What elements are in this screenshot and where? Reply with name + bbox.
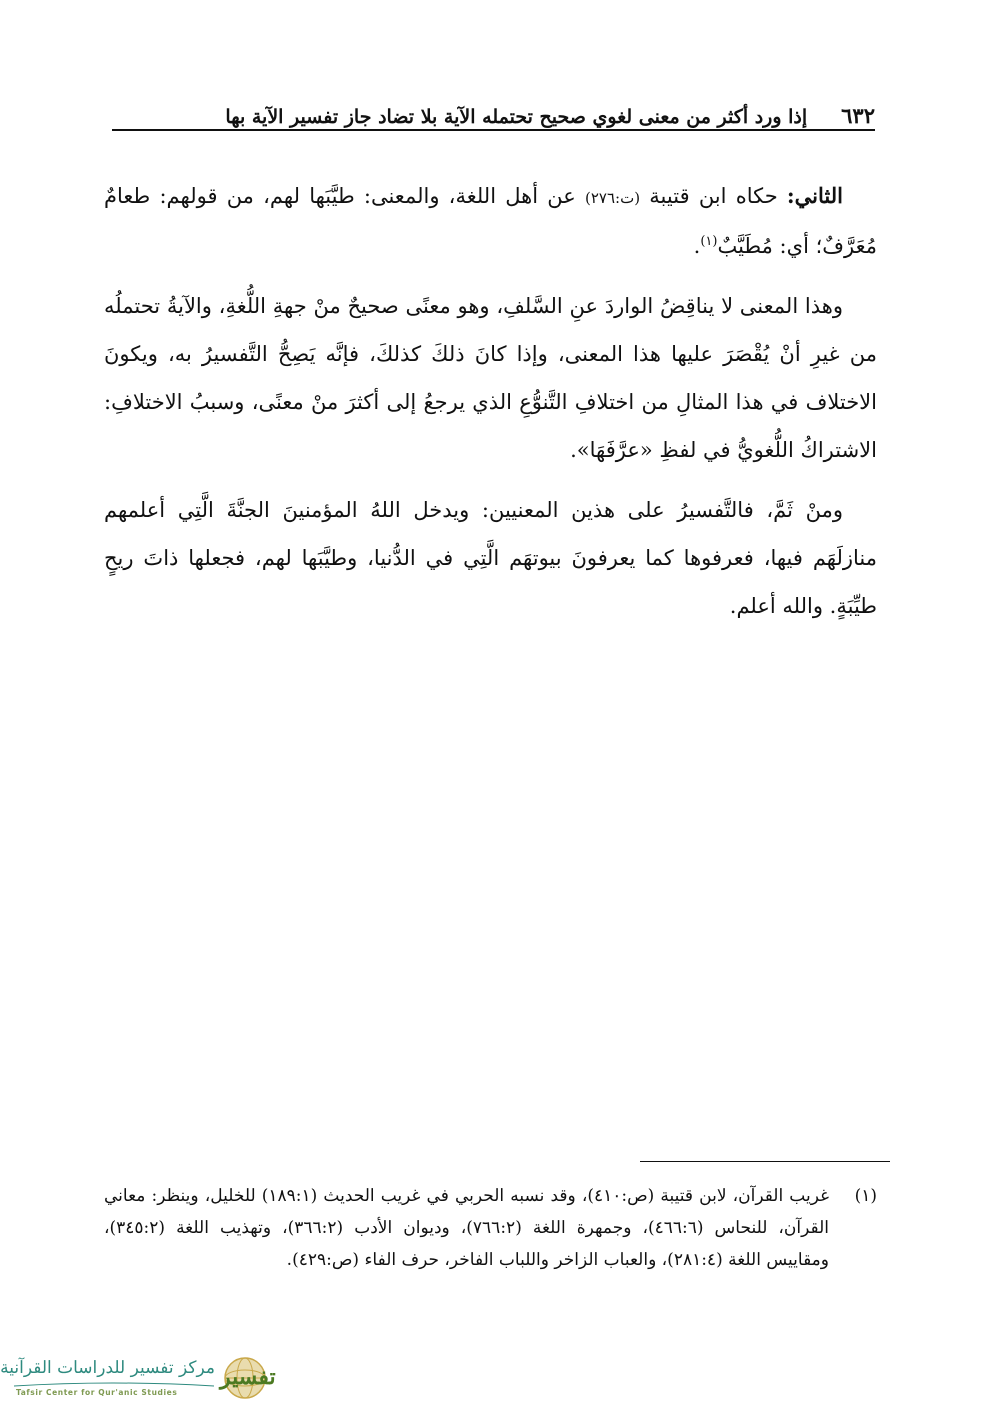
footnote-item [104,1180,877,1276]
paragraph-2: وهذا المعنى لا يناقِضُ الواردَ عنِ السَّلفِ، وهو معنًى صحيحٌ منْ جهةِ اللُّغةِ، والآيةُ تحتملُه من غيرِ أنْ يُقْصَرَ عليها هذا المعنى، وإذا كانَ ذلكَ كذلكَ، فإنَّه يَصِحُّ التَّفسيرُ به، ويكونَ الاختلاف في هذا المثالِ من اختلافِ التَّنوُّعِ الذي يرجعُ إلى أكثرَ منْ معنًى، وسببُ الاختلافِ: الاشتراكُ اللُّغويُّ في لفظِ «عرَّفَهَا». [104,294,877,462]
footnote-reference[interactable]: (١) [700,234,718,249]
footnote-separator [640,1161,890,1162]
paragraph-lead-word: الثاني: [786,183,843,208]
paragraph-1-text-a: حكاه ابن قتيبة [640,184,787,208]
tafsir-center-logo [0,1356,276,1404]
paragraph-1-text-c: . [693,234,701,258]
body-text [104,172,877,642]
page-number: ٦٣٢ [841,103,875,128]
footnote-text: غريب القرآن، لابن قتيبة (ص:٤١٠)، وقد نسبه الحربي في غريب الحديث (١٨٩:١) للخليل، وينظر: معاني القرآن، للنحاس (٤٦٦:٦)، وجمهرة اللغة (٧٦٦:٢)، وديوان الأدب (٣٦٦:٢)، وتهذيب اللغة (٣٤٥:٢)، ومقاييس اللغة (٢٨١:٤)، والعباب الزاخر واللباب الفاخر، حرف الفاء (ص:٤٢٩). [104,1186,830,1270]
footnote-marker: (١) [854,1186,877,1206]
running-header-title: إذا ورد أكثر من معنى لغوي صحيح تحتمله الآية بلا تضاد جاز تفسير الآية بها [225,106,808,128]
paragraph-1-text-b: عن أهل اللغة، والمعنى: طيَّبَها لهم، من قولهم: طعامٌ مُعَرَّفٌ؛ أي: مُطَيَّبٌ [104,184,877,258]
running-header [112,92,875,128]
logo-arabic-name: مركز تفسير للدراسات القرآنية [0,1358,215,1378]
header-rule [112,129,875,131]
paragraph-1 [104,172,877,270]
death-date-citation: (ت:٢٧٦) [585,189,641,207]
logo-english-name: Tafsir Center for Qur'anic Studies [16,1388,178,1397]
paragraph-3: ومنْ ثَمَّ، فالتَّفسيرُ على هذين المعنيين: ويدخل اللهُ المؤمنينَ الجنَّةَ الَّتِي أعلمهم منازلَهَم فيها، فعرفوها كما يعرفونَ بيوتهَم الَّتِي في الدُّنيا، وطيَّبَها لهم، فجعلها ذاتَ ريحٍ طيِّبَةٍ. والله أعلم. [104,498,877,618]
footnotes [104,1180,877,1276]
logo-mark-word: تفسير [220,1364,276,1390]
